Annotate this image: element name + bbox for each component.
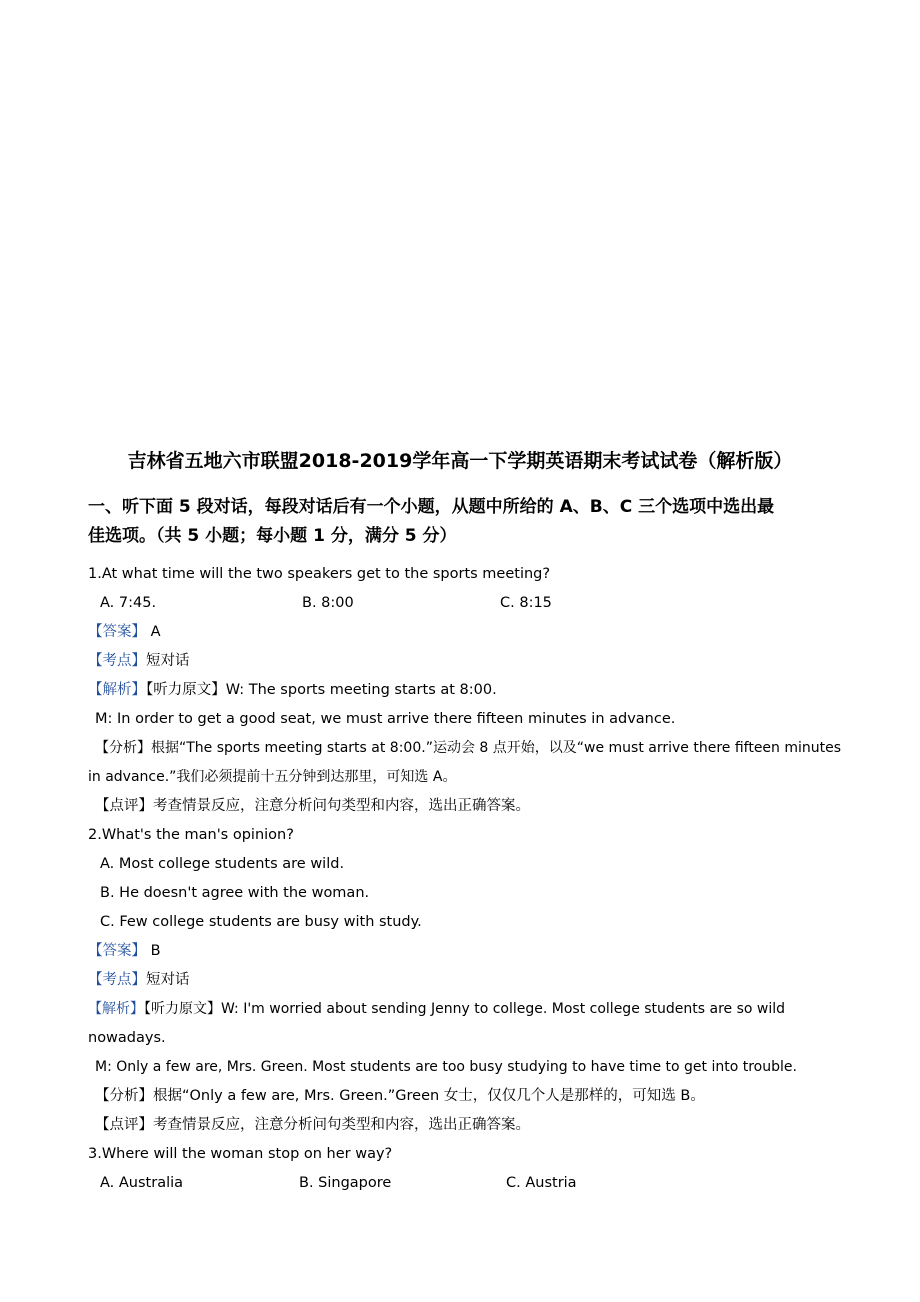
analysis-label: 【解析】 — [88, 1001, 144, 1017]
q1-dianping: 【点评】考查情景反应，注意分析问句类型和内容，选出正确答案。 — [95, 798, 530, 814]
q1-analysis-2: M: In order to get a good seat, we must arrive there fifteen minutes in advance. — [95, 711, 676, 727]
q2-answer-row — [88, 941, 161, 961]
q3-option-b: B. Singapore — [299, 1175, 392, 1191]
q3-option-c: C. Austria — [506, 1175, 577, 1191]
section-heading-line1: 一、听下面 5 段对话，每段对话后有一个小题，从题中所给的 A、B、C 三个选项中选出最 — [88, 497, 775, 517]
document-title: 吉林省五地六市联盟2018-2019学年高一下学期英语期末考试试卷（解析版） — [127, 450, 793, 472]
q1-option-c: C. 8:15 — [500, 595, 552, 611]
q2-option-a: A. Most college students are wild. — [100, 856, 345, 872]
answer-label: 【答案】 — [88, 624, 146, 640]
q1-answer: A — [150, 624, 161, 640]
q1-answer-row — [88, 622, 161, 642]
q2-point-row — [88, 970, 190, 990]
q3-option-a: A. Australia — [100, 1175, 184, 1191]
q1-fenxi-2: in advance.”我们必须提前十五分钟到达那里，可知选 A。 — [88, 769, 457, 785]
q1-point: 短对话 — [146, 653, 190, 669]
q2-analysis-1b: nowadays. — [88, 1030, 166, 1046]
q2-option-b: B. He doesn't agree with the woman. — [100, 885, 370, 901]
q1-point-row — [88, 651, 190, 671]
q2-analysis-row — [88, 999, 785, 1019]
q2-dianping: 【点评】考查情景反应，注意分析问句类型和内容，选出正确答案。 — [95, 1117, 530, 1133]
q2-point: 短对话 — [146, 972, 190, 988]
q1-analysis-1: 【听力原文】W: The sports meeting starts at 8:00. — [146, 682, 497, 698]
answer-label: 【答案】 — [88, 943, 146, 959]
q3-question: 3.Where will the woman stop on her way? — [88, 1146, 393, 1162]
q1-fenxi-1: 【分析】根据“The sports meeting starts at 8:00.”运动会 8 点开始，以及“we must arrive there fifteen minutes — [95, 740, 842, 756]
q2-answer: B — [150, 943, 161, 959]
q1-question: 1.At what time will the two speakers get to the sports meeting? — [88, 566, 551, 582]
point-label: 【考点】 — [88, 653, 146, 669]
q2-question: 2.What's the man's opinion? — [88, 827, 294, 843]
q2-fenxi: 【分析】根据“Only a few are, Mrs. Green.”Green 女士，仅仅几个人是那样的，可知选 B。 — [95, 1088, 705, 1104]
q2-analysis-2: M: Only a few are, Mrs. Green. Most students are too busy studying to have time to get into trouble. — [95, 1059, 797, 1075]
point-label: 【考点】 — [88, 972, 146, 988]
analysis-label: 【解析】 — [88, 682, 146, 698]
q1-option-b: B. 8:00 — [302, 595, 354, 611]
q1-option-a: A. 7:45. — [100, 595, 157, 611]
q2-option-c: C. Few college students are busy with study. — [100, 914, 422, 930]
q1-analysis-row — [88, 680, 497, 700]
q2-analysis-1: 【听力原文】W: I'm worried about sending Jenny to college. Most college students are so wild — [144, 1001, 786, 1017]
section-heading-line2: 佳选项。（共 5 小题；每小题 1 分，满分 5 分） — [88, 526, 457, 546]
